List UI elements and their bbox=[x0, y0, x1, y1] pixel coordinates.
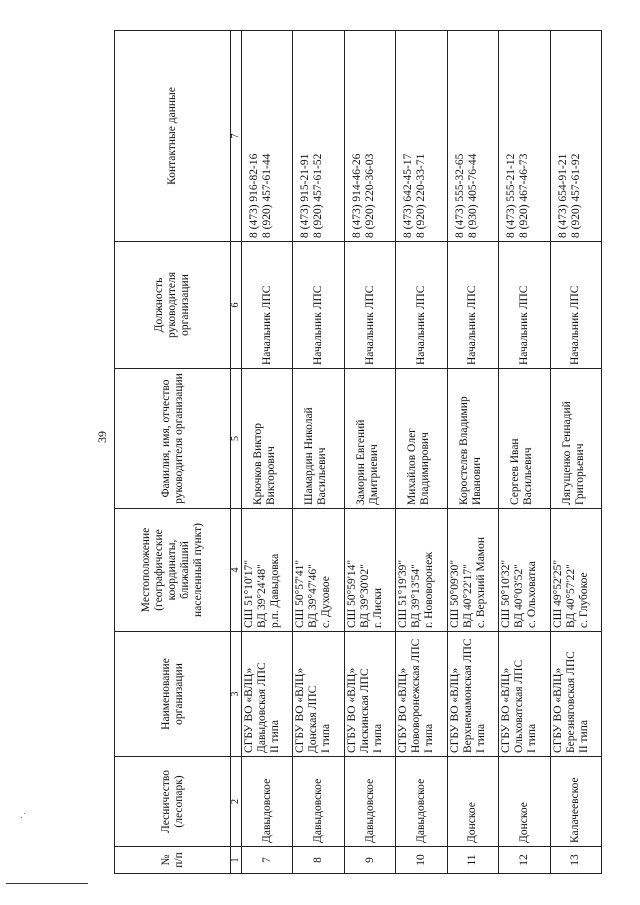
contacts-cell bbox=[447, 31, 498, 242]
location-cell bbox=[242, 509, 293, 632]
cell-line: с. Глубокое bbox=[577, 572, 590, 628]
table-header-row bbox=[115, 31, 231, 874]
column-number: 7 bbox=[231, 31, 242, 242]
scan-speck bbox=[21, 817, 22, 818]
manager-name-cell bbox=[447, 369, 498, 509]
cell-line: СШ 50°10'32" bbox=[500, 559, 513, 628]
header-location: Местоположение (географические координаты, ближайший населенный пункт) bbox=[115, 509, 231, 632]
manager-position-cell: Начальник ЛПС bbox=[447, 242, 498, 369]
column-number: 3 bbox=[231, 632, 242, 757]
cell-line: СШ 50°59'14" bbox=[345, 559, 358, 628]
cell-line: Владимирович bbox=[419, 432, 432, 505]
cell-line: 8 (473) 654-91-21 bbox=[556, 153, 569, 238]
row-number: 8 bbox=[293, 847, 344, 874]
table-container bbox=[114, 31, 602, 874]
header-contacts: Контактные данные bbox=[115, 31, 231, 242]
row-number: 11 bbox=[447, 847, 498, 874]
cell-line: 8 (473) 915-21-91 bbox=[299, 153, 312, 238]
margin-line bbox=[6, 883, 88, 884]
page-number: 39 bbox=[95, 431, 109, 443]
cell-line: 8 (920) 457-61-44 bbox=[261, 153, 273, 238]
cell-line: СШ 50°57'41" bbox=[294, 559, 307, 628]
location-cell bbox=[550, 509, 601, 632]
cell-line: СШ 51°10'17" bbox=[243, 559, 255, 628]
cell-line: СГБУ ВО «ВЛЦ» bbox=[551, 667, 564, 753]
cell-line: СГБУ ВО «ВЛЦ» bbox=[243, 667, 255, 753]
cell-line: СШ 51°19'39" bbox=[397, 559, 410, 628]
cell-line: Викторович bbox=[265, 446, 277, 505]
forestry-cell: Давыдовское bbox=[396, 757, 447, 847]
table-row bbox=[550, 31, 601, 874]
organization-cell bbox=[242, 632, 293, 757]
contacts-cell bbox=[499, 31, 550, 242]
manager-position-cell: Начальник ЛПС bbox=[396, 242, 447, 369]
cell-line: СГБУ ВО «ВЛЦ» bbox=[500, 667, 513, 753]
forestry-cell: Давыдовское bbox=[242, 757, 293, 847]
column-number: 4 bbox=[231, 509, 242, 632]
manager-position-cell: Начальник ЛПС bbox=[242, 242, 293, 369]
cell-line: Сергеев Иван bbox=[509, 438, 522, 505]
cell-line: ВД 39°30'02" bbox=[358, 564, 371, 628]
header-manager-name: Фамилия, имя, отчество руководителя организации bbox=[115, 369, 231, 509]
cell-line: I типа bbox=[371, 723, 384, 753]
cell-line: СГБУ ВО «ВЛЦ» bbox=[345, 667, 358, 753]
cell-line: Михайлов Олег bbox=[406, 428, 419, 505]
cell-line: Шамардин Николай bbox=[303, 407, 316, 505]
header-forestry: Лесничество (лесопарк) bbox=[115, 757, 231, 847]
cell-line: Давыдовская ЛПС bbox=[256, 662, 268, 753]
cell-line: I типа bbox=[423, 723, 436, 753]
cell-line: I типа bbox=[526, 723, 539, 753]
cell-line: 8 (920) 220-33-71 bbox=[415, 153, 428, 238]
location-cell bbox=[344, 509, 395, 632]
manager-name-cell bbox=[550, 369, 601, 509]
cell-line: ВД 39°24'48" bbox=[256, 564, 268, 628]
organization-cell bbox=[344, 632, 395, 757]
organization-cell bbox=[499, 632, 550, 757]
cell-line: 8 (473) 555-32-65 bbox=[453, 153, 466, 238]
cell-line: Донская ЛПС bbox=[307, 685, 320, 753]
manager-name-cell bbox=[396, 369, 447, 509]
manager-position-cell: Начальник ЛПС bbox=[550, 242, 601, 369]
table-row bbox=[447, 31, 498, 874]
cell-line: с. Духовое bbox=[320, 576, 333, 628]
manager-name-cell bbox=[344, 369, 395, 509]
cell-line: 8 (920) 467-46-73 bbox=[518, 153, 531, 238]
scan-speck bbox=[24, 813, 25, 814]
table-body bbox=[242, 31, 602, 874]
row-number: 13 bbox=[550, 847, 601, 874]
cell-line: СГБУ ВО «ВЛЦ» bbox=[448, 667, 461, 753]
column-number: 1 bbox=[231, 847, 242, 874]
contacts-cell bbox=[344, 31, 395, 242]
manager-name-cell bbox=[242, 369, 293, 509]
cell-line: 8 (473) 914-46-26 bbox=[350, 153, 363, 238]
cell-line: 8 (473) 642-45-17 bbox=[402, 153, 415, 238]
contacts-cell bbox=[293, 31, 344, 242]
cell-line: с. Верхний Мамон bbox=[474, 537, 487, 628]
table-row bbox=[396, 31, 447, 874]
cell-line: Васильевич bbox=[316, 447, 329, 505]
cell-line: I типа bbox=[474, 723, 487, 753]
cell-line: Верхнемамонская ЛПС bbox=[461, 638, 474, 753]
cell-line: II типа bbox=[577, 720, 590, 753]
row-number: 7 bbox=[242, 847, 293, 874]
cell-line: I типа bbox=[320, 723, 333, 753]
cell-line: Иванович bbox=[470, 457, 483, 505]
cell-line: II типа bbox=[269, 720, 281, 753]
header-organization: Наименование организации bbox=[115, 632, 231, 757]
table-row bbox=[499, 31, 550, 874]
cell-line: Коростелев Владимир bbox=[457, 396, 470, 505]
cell-line: ВД 40°22'17" bbox=[461, 564, 474, 628]
cell-line: 8 (920) 457-61-92 bbox=[569, 153, 582, 238]
manager-name-cell bbox=[499, 369, 550, 509]
cell-line: Крючков Виктор bbox=[252, 422, 264, 505]
row-number: 12 bbox=[499, 847, 550, 874]
table-row bbox=[293, 31, 344, 874]
cell-line: Дмитриевич bbox=[367, 444, 380, 505]
manager-name-cell bbox=[293, 369, 344, 509]
cell-line: Лягущенко Геннадий bbox=[560, 401, 573, 505]
cell-line: Лискинская ЛПС bbox=[358, 668, 371, 753]
contacts-cell bbox=[396, 31, 447, 242]
table-row bbox=[242, 31, 293, 874]
organization-cell bbox=[293, 632, 344, 757]
column-numbers-row bbox=[231, 31, 242, 874]
header-num: № п/п bbox=[115, 847, 231, 874]
cell-line: с. Ольховатка bbox=[526, 561, 539, 628]
cell-line: Березняговская ЛПС bbox=[564, 651, 577, 753]
column-number: 2 bbox=[231, 757, 242, 847]
cell-line: СГБУ ВО «ВЛЦ» bbox=[397, 667, 410, 753]
cell-line: Григорьевич bbox=[573, 443, 586, 505]
column-number: 5 bbox=[231, 369, 242, 509]
contacts-cell bbox=[550, 31, 601, 242]
manager-position-cell: Начальник ЛПС bbox=[344, 242, 395, 369]
cell-line: 8 (473) 916-82-16 bbox=[248, 153, 260, 238]
location-cell bbox=[396, 509, 447, 632]
cell-line: ВД 39°47'46" bbox=[307, 564, 320, 628]
cell-line: ВД 40°03'52" bbox=[513, 564, 526, 628]
row-number: 9 bbox=[344, 847, 395, 874]
cell-line: г. Лиски bbox=[371, 588, 384, 628]
column-number: 6 bbox=[231, 242, 242, 369]
cell-line: Васильевич bbox=[522, 447, 535, 505]
organization-cell bbox=[447, 632, 498, 757]
cell-line: Заморин Евгений bbox=[354, 419, 367, 505]
contacts-cell bbox=[242, 31, 293, 242]
header-manager-position: Должность руководителя организации bbox=[115, 242, 231, 369]
cell-line: СГБУ ВО «ВЛЦ» bbox=[294, 667, 307, 753]
cell-line: Нововоронежская ЛПС bbox=[410, 638, 423, 753]
cell-line: СШ 49°52'25" bbox=[551, 559, 564, 628]
location-cell bbox=[499, 509, 550, 632]
table-row bbox=[344, 31, 395, 874]
cell-line: г. Нововоронеж bbox=[423, 551, 436, 628]
cell-line: ВД 40°57'22" bbox=[564, 564, 577, 628]
organizations-table bbox=[114, 30, 602, 874]
forestry-cell: Калачеевское bbox=[550, 757, 601, 847]
organization-cell bbox=[396, 632, 447, 757]
cell-line: ВД 39°13'54" bbox=[410, 564, 423, 628]
location-cell bbox=[447, 509, 498, 632]
manager-position-cell: Начальник ЛПС bbox=[293, 242, 344, 369]
organization-cell bbox=[550, 632, 601, 757]
cell-line: 8 (930) 405-76-44 bbox=[466, 153, 479, 238]
forestry-cell: Донское bbox=[447, 757, 498, 847]
location-cell bbox=[293, 509, 344, 632]
cell-line: 8 (473) 555-21-12 bbox=[505, 153, 518, 238]
cell-line: 8 (920) 457-61-52 bbox=[312, 153, 325, 238]
cell-line: р.п. Давыдовка bbox=[269, 553, 281, 628]
forestry-cell: Давыдовское bbox=[293, 757, 344, 847]
forestry-cell: Донское bbox=[499, 757, 550, 847]
forestry-cell: Давыдовское bbox=[344, 757, 395, 847]
manager-position-cell: Начальник ЛПС bbox=[499, 242, 550, 369]
cell-line: Ольховатская ЛПС bbox=[513, 659, 526, 753]
cell-line: 8 (920) 220-36-03 bbox=[363, 153, 376, 238]
row-number: 10 bbox=[396, 847, 447, 874]
cell-line: СШ 50°09'30" bbox=[448, 559, 461, 628]
